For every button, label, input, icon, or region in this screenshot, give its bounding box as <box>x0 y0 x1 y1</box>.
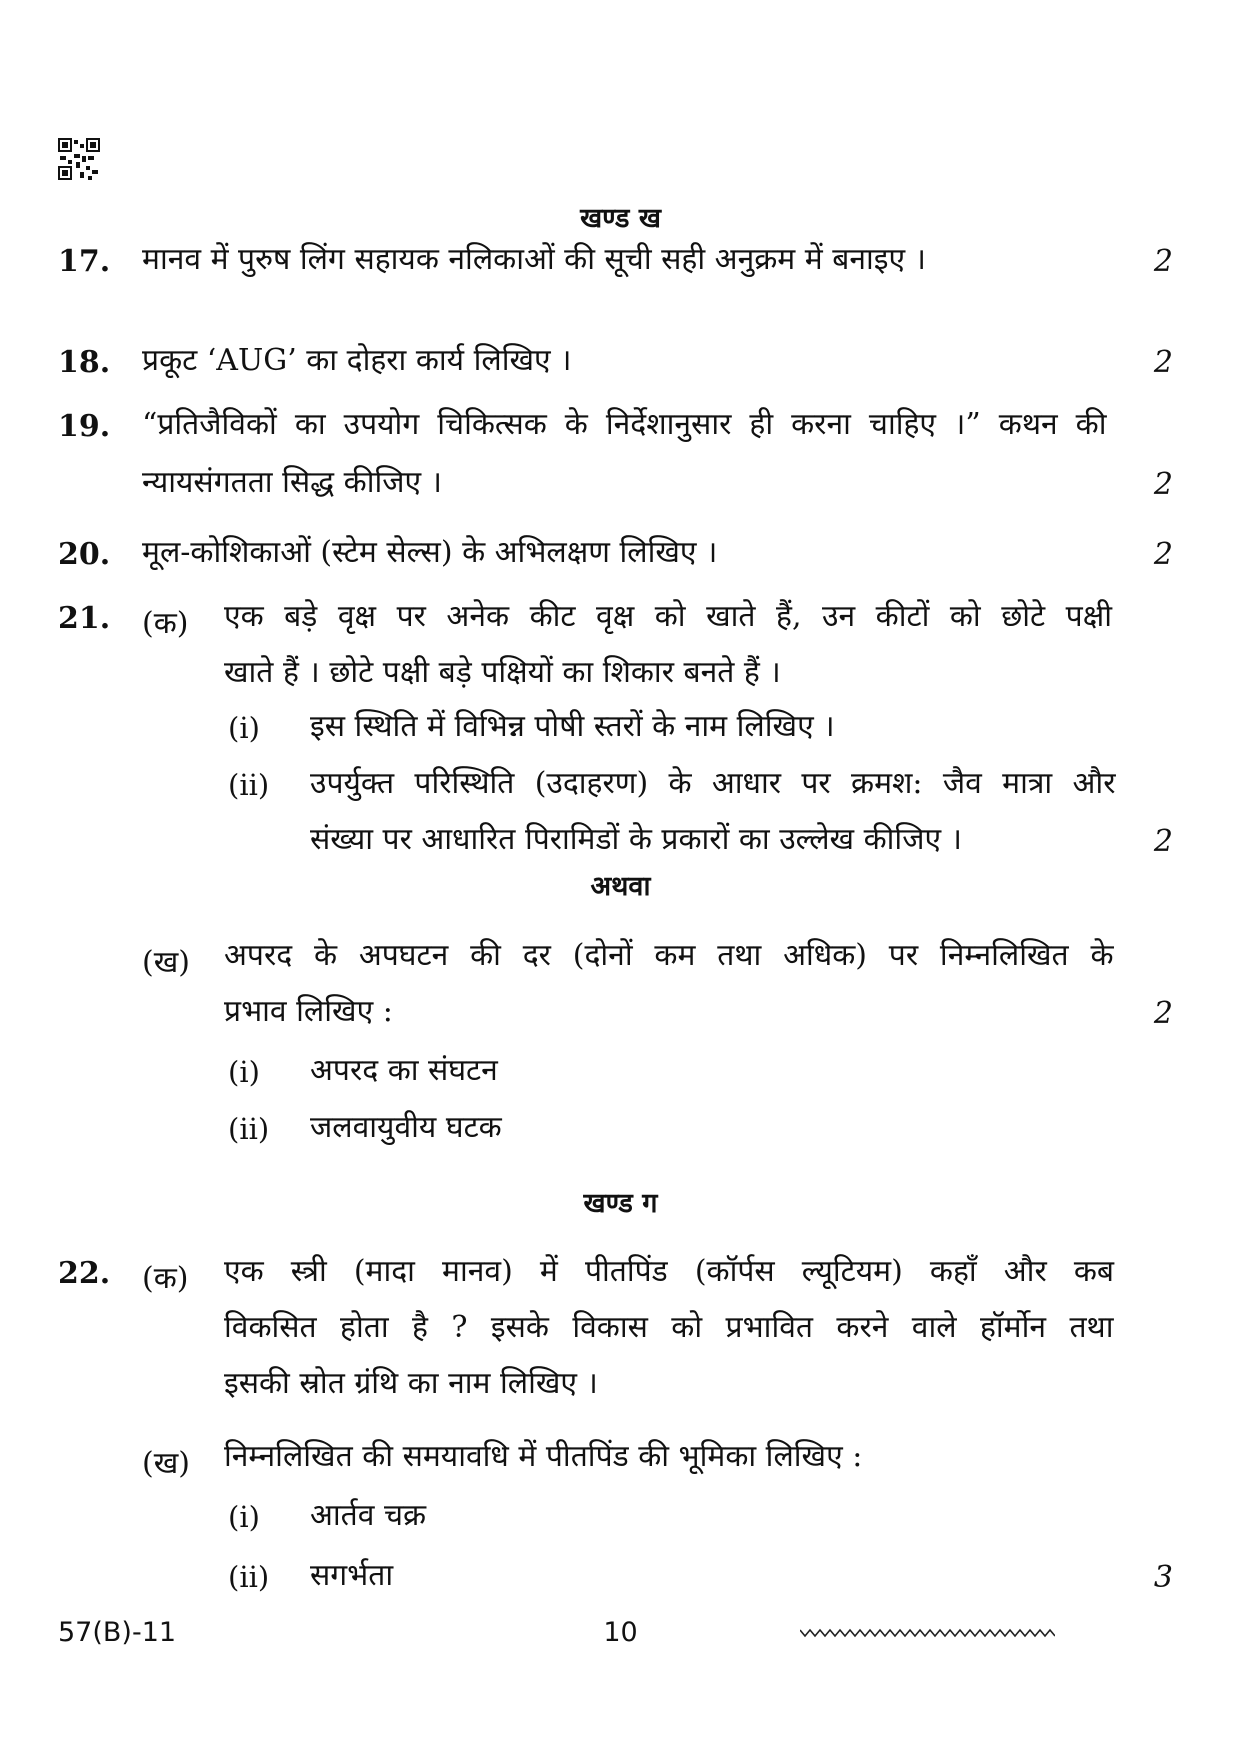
question-17-marks: 2 <box>1153 244 1173 279</box>
question-21-a-ii-label: (ii) <box>228 768 270 802</box>
question-21-b-ii-label: (ii) <box>228 1112 270 1146</box>
section-c-heading: खण्ड ग <box>583 1188 658 1219</box>
question-22-number: 22. <box>58 1256 111 1291</box>
question-22-b-ii-label: (ii) <box>228 1560 270 1594</box>
question-22-part-a-line-3: इसकी स्रोत ग्रंथि का नाम लिखिए । <box>224 1366 598 1401</box>
question-21-part-b-line-2: प्रभाव लिखिए : <box>224 994 393 1029</box>
question-19-marks: 2 <box>1153 467 1173 502</box>
question-19-line-1: “प्रतिजैविकों का उपयोग चिकित्सक के निर्देशानुसार ही करना चाहिए ।” कथन की <box>142 407 1107 442</box>
question-20-marks: 2 <box>1153 537 1173 572</box>
section-b-heading: खण्ड ख <box>580 203 661 234</box>
question-22-b-i-text: आर्तव चक्र <box>310 1498 427 1533</box>
question-22-marks: 3 <box>1153 1560 1173 1595</box>
or-divider: अथवा <box>590 871 651 902</box>
question-22-part-b-label: (ख) <box>142 1446 190 1481</box>
question-21-b-marks: 2 <box>1153 996 1173 1031</box>
question-21-a-ii-line-1: उपर्युक्त परिस्थिति (उदाहरण) के आधार पर क्रमश: जैव मात्रा और <box>310 766 1116 801</box>
question-22-b-i-label: (i) <box>228 1500 260 1534</box>
question-20-number: 20. <box>58 537 111 572</box>
paper-code: 57(B)-11 <box>58 1617 177 1648</box>
question-22-part-a-label: (क) <box>142 1261 189 1296</box>
page-number: 10 <box>603 1617 638 1648</box>
question-22-part-a-line-2: विकसित होता है ? इसके विकास को प्रभावित करने वाले हॉर्मोन तथा <box>224 1310 1114 1345</box>
question-21-a-ii-line-2: संख्या पर आधारित पिरामिडों के प्रकारों का उल्लेख कीजिए । <box>310 822 962 857</box>
question-22-part-b-text: निम्नलिखित की समयावधि में पीतपिंड की भूमिका लिखिए : <box>224 1439 863 1474</box>
wavy-line-icon <box>800 1625 1055 1641</box>
question-21-a-i-text: इस स्थिति में विभिन्न पोषी स्तरों के नाम लिखिए । <box>310 709 835 744</box>
question-21-part-b-line-1: अपरद के अपघटन की दर (दोनों कम तथा अधिक) पर निम्नलिखित के <box>224 938 1114 973</box>
question-21-number: 21. <box>58 601 111 636</box>
question-21-part-a-label: (क) <box>142 606 189 641</box>
question-17-text: मानव में पुरुष लिंग सहायक नलिकाओं की सूची सही अनुक्रम में बनाइए । <box>142 242 927 277</box>
question-22-b-ii-text: सगर्भता <box>310 1558 394 1593</box>
question-18-marks: 2 <box>1153 345 1173 380</box>
question-20-text: मूल-कोशिकाओं (स्टेम सेल्स) के अभिलक्षण लिखिए । <box>142 535 718 570</box>
question-21-a-marks: 2 <box>1153 824 1173 859</box>
question-21-part-a-line-1: एक बड़े वृक्ष पर अनेक कीट वृक्ष को खाते हैं, उन कीटों को छोटे पक्षी <box>224 599 1112 634</box>
question-21-part-a-line-2: खाते हैं । छोटे पक्षी बड़े पक्षियों का शिकार बनते हैं । <box>224 655 781 690</box>
question-21-a-i-label: (i) <box>228 711 260 745</box>
qr-code-icon <box>58 138 100 180</box>
question-17-number: 17. <box>58 244 111 279</box>
question-18-number: 18. <box>58 345 111 380</box>
question-19-number: 19. <box>58 409 111 444</box>
question-18-text: प्रकूट ‘AUG’ का दोहरा कार्य लिखिए । <box>142 343 572 378</box>
question-21-b-ii-text: जलवायुवीय घटक <box>310 1110 502 1145</box>
question-22-part-a-line-1: एक स्त्री (मादा मानव) में पीतपिंड (कॉर्पस ल्यूटियम) कहाँ और कब <box>224 1254 1114 1289</box>
question-21-part-b-label: (ख) <box>142 945 190 980</box>
question-21-b-i-text: अपरद का संघटन <box>310 1053 498 1088</box>
question-19-line-2: न्यायसंगतता सिद्ध कीजिए । <box>142 465 442 500</box>
question-21-b-i-label: (i) <box>228 1055 260 1089</box>
